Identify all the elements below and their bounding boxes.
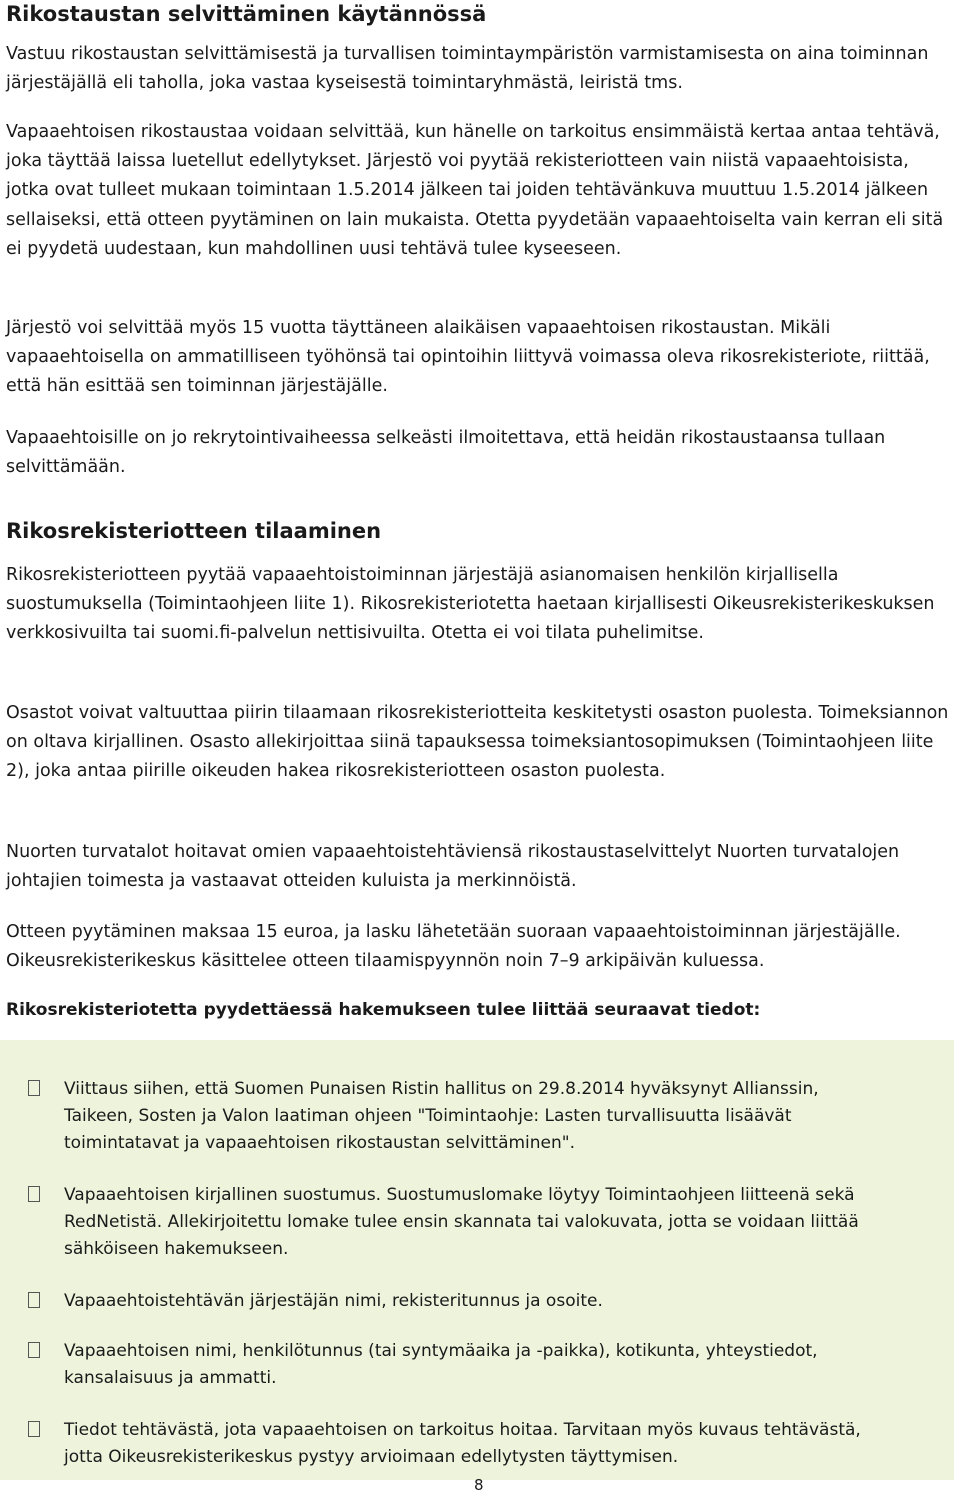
checkbox-bullet-icon bbox=[28, 1186, 40, 1202]
list-item-text: Vapaaehtoisen nimi, henkilötunnus (tai syntymäaika ja -paikka), kotikunta, yhteystiedot, kansalaisuus ja ammatti. bbox=[64, 1341, 818, 1388]
list-item-text: Tiedot tehtävästä, jota vapaaehtoisen on tarkoitus hoitaa. Tarvitaan myös kuvaus tehtävästä, jotta Oikeusrekisterikeskus pystyy arvioimaan edellytysten täyttymisen. bbox=[64, 1420, 861, 1467]
paragraph-minors: Järjestö voi selvittää myös 15 vuotta täyttäneen alaikäisen vapaaehtoisen rikostaustan. Mikäli vapaaehtoisella on ammatilliseen työhönsä tai opintoihin liittyvä voimassa oleva rikosrekisteriote, riittää, että hän esittää sen toiminnan järjestäjälle. bbox=[6, 318, 930, 397]
paragraph-youth-shelters: Nuorten turvatalot hoitavat omien vapaaehtoistehtäviensä rikostaustaselvittelyt Nuorten turvatalojen johtajien toimesta ja vastaavat otteiden kuluista ja merkinnöistä. bbox=[6, 842, 900, 892]
attachments-heading: Rikosrekisteriotetta pyydettäessä hakemukseen tulee liittää seuraavat tiedot: bbox=[6, 1000, 761, 1020]
list-item-text: Vapaaehtoistehtävän järjestäjän nimi, rekisteritunnus ja osoite. bbox=[64, 1291, 603, 1311]
paragraph-branches: Osastot voivat valtuuttaa piirin tilaamaan rikosrekisteriotteita keskitetysti osaston puolesta. Toimeksiannon on oltava kirjallinen. Osasto allekirjoittaa siinä tapauksessa toimeksiantosopimuksen (Toimintaohjeen liite 2), joka antaa piirille oikeuden hakea rikosrekisteriotteen osaston puolesta. bbox=[6, 703, 949, 782]
page-number: 8 bbox=[474, 1476, 484, 1494]
paragraph-responsibility: Vastuu rikostaustan selvittämisestä ja turvallisen toimintaympäristön varmistamisesta on aina toiminnan järjestäjällä eli taholla, joka vastaa kyseisestä toimintaryhmästä, leiristä tms. bbox=[6, 44, 929, 94]
checkbox-bullet-icon bbox=[28, 1080, 40, 1096]
checkbox-bullet-icon bbox=[28, 1342, 40, 1358]
section-title-tilaaminen: Rikosrekisteriotteen tilaaminen bbox=[6, 519, 382, 543]
checkbox-bullet-icon bbox=[28, 1292, 40, 1308]
paragraph-ordering: Rikosrekisteriotteen pyytää vapaaehtoistoiminnan järjestäjä asianomaisen henkilön kirjallisella suostumuksella (Toimintaohjeen liite 1). Rikosrekisteriotetta haetaan kirjallisesti Oikeusrekisterikeskuksen verkkosivuilta tai suomi.fi-palvelun nettisivuilta. Otetta ei voi tilata puhelimitse. bbox=[6, 565, 935, 644]
list-item-text: Vapaaehtoisen kirjallinen suostumus. Suostumuslomake löytyy Toimintaohjeen liitteenä sekä RedNetistä. Allekirjoitettu lomake tulee ensin skannata tai valokuvata, jotta se voidaan liittää sähköiseen hakemukseen. bbox=[64, 1185, 859, 1259]
paragraph-when-to-check: Vapaaehtoisen rikostaustaa voidaan selvittää, kun hänelle on tarkoitus ensimmäistä kertaa antaa tehtävä, joka täyttää laissa luetellut edellytykset. Järjestö voi pyytää rekisteriotteen vain niistä vapaaehtoisista, jotka ovat tulleet mukaan toimintaan 1.5.2014 jälkeen tai joiden tehtävänkuva muuttuu 1.5.2014 jälkeen sellaiseksi, että otteen pyytäminen on lain mukaista. Otetta pyydetään vapaaehtoiselta vain kerran eli sitä ei pyydetä uudestaan, kun mahdollinen uusi tehtävä tulee kyseeseen. bbox=[6, 122, 944, 259]
checkbox-bullet-icon bbox=[28, 1421, 40, 1437]
section-title-rikostaustan: Rikostaustan selvittäminen käytännössä bbox=[6, 2, 487, 26]
list-item-text: Viittaus siihen, että Suomen Punaisen Ristin hallitus on 29.8.2014 hyväksynyt Allianssin, Taikeen, Sosten ja Valon laatiman ohjeen "Toimintaohje: Lasten turvallisuutta lisäävät toimintatavat ja vapaaehtoisen rikostaustan selvittäminen". bbox=[64, 1079, 819, 1153]
paragraph-inform-volunteers: Vapaaehtoisille on jo rekrytointivaiheessa selkeästi ilmoitettava, että heidän rikostaustaansa tullaan selvittämään. bbox=[6, 428, 886, 478]
paragraph-cost: Otteen pyytäminen maksaa 15 euroa, ja lasku lähetetään suoraan vapaaehtoistoiminnan järjestäjälle. Oikeusrekisterikeskus käsittelee otteen tilaamispyynnön noin 7–9 arkipäivän kuluessa. bbox=[6, 922, 901, 972]
